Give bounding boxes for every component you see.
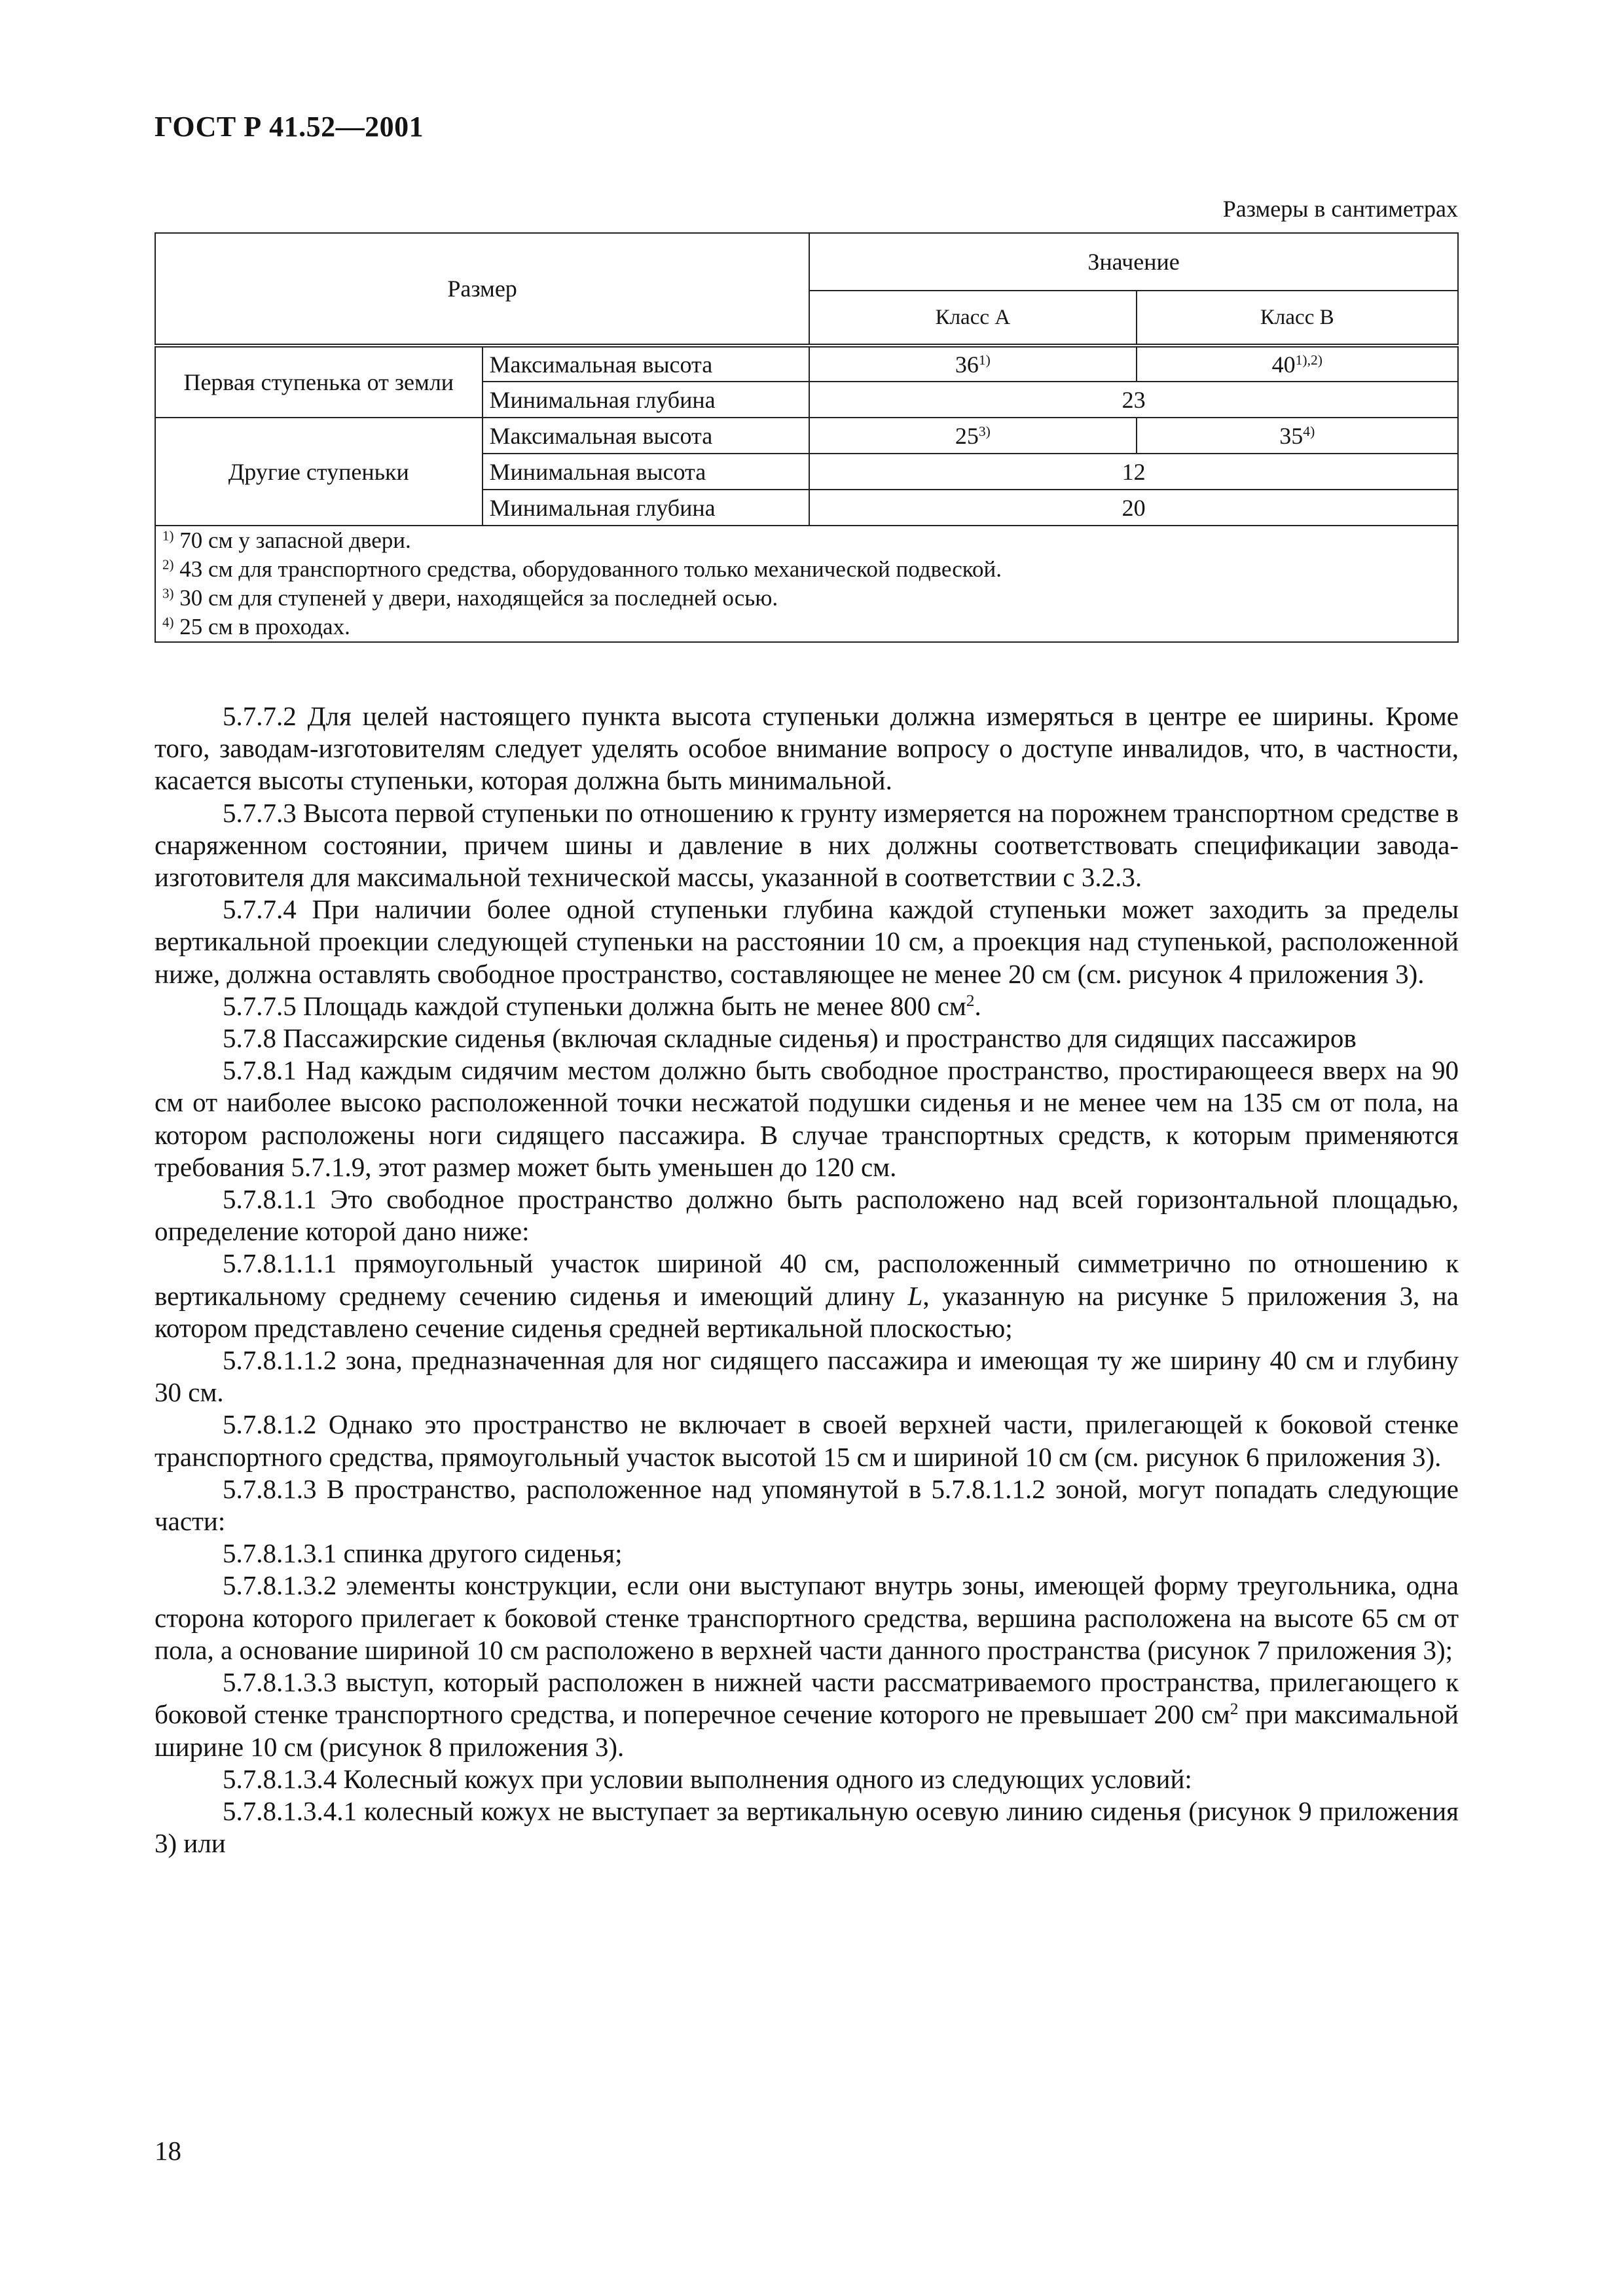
step-dimensions-table bbox=[155, 232, 1459, 643]
paragraph: 5.7.8.1.1.1 прямоугольный участок шириной 40 см, расположенный симметрично по отношению к вертикальному среднему сечению сиденья и имеющий длину L, указанную на рисунке 5 приложения 3, на котором представлено сечение сиденья средней вертикальной плоскостью; bbox=[155, 1248, 1459, 1343]
paragraph: 5.7.8.1.3.4.1 колесный кожух не выступает за вертикальную осевую линию сиденья (рисунок 9 приложения 3) или bbox=[155, 1795, 1459, 1859]
table-row bbox=[155, 418, 1458, 454]
class-b-value: 35$^{4)}$ bbox=[1137, 418, 1458, 454]
paragraph: 5.7.8.1.2 Однако это пространство не включает в своей верхней части, прилегающей к боковой стенке транспортного средства, прямоугольный участок высотой 15 см и шириной 10 см (см. рисунок 6 приложения 3). bbox=[155, 1409, 1459, 1472]
paragraph: 5.7.7.4 При наличии более одной ступеньки глубина каждой ступеньки может заходить за пределы вертикальной проекции следующей ступеньки на расстоянии 10 см, а проекция над ступенькой, расположенной ниже, должна оставлять свободное пространство, составляющее не менее 20 см (см. рисунок 4 приложения 3). bbox=[155, 894, 1459, 989]
merged-value: 20 bbox=[809, 490, 1458, 526]
header-class-b: Класс В bbox=[1137, 291, 1458, 346]
param-cell: Максимальная высота bbox=[483, 418, 810, 454]
footnote: $^{1)}$ 70 см у запасной двери. bbox=[162, 528, 411, 553]
merged-value: 12 bbox=[809, 454, 1458, 490]
param-cell: Максимальная высота bbox=[483, 346, 810, 382]
paragraph: 5.7.8.1.3.1 спинка другого сиденья; bbox=[223, 1538, 623, 1569]
footnote: $^{3)}$ 30 см для ступеней у двери, находящейся за последней осью. bbox=[162, 585, 778, 611]
merged-value: 23 bbox=[809, 382, 1458, 418]
paragraph: 5.7.8.1.1 Это свободное пространство должно быть расположено над всей горизонтальной площадью, определение которой дано ниже: bbox=[155, 1184, 1459, 1247]
paragraph: 5.7.7.3 Высота первой ступеньки по отношению к грунту измеряется на порожнем транспортном средстве в снаряженном состоянии, причем шины и давление в них должны соответствовать спецификации завода-изготовителя для максимальной технической массы, указанной в соответствии с 3.2.3. bbox=[155, 797, 1459, 893]
footnote: $^{2)}$ 43 см для транспортного средства, оборудованного только механической подвеской. bbox=[162, 556, 1002, 582]
paragraph: 5.7.8.1.3.3 выступ, который расположен в нижней части рассматриваемого пространства, прилегающего к боковой стенке транспортного средства, и поперечное сечение которого не превышает 200 $см^2$ при максимальной ширине 10 см (рисунок 8 приложения 3). bbox=[155, 1667, 1459, 1762]
class-a-value: 36$^{1)}$ bbox=[809, 346, 1136, 382]
class-b-value: $40^{1),2)}$ bbox=[1137, 346, 1458, 382]
paragraph: 5.7.8.1.3.4 Колесный кожух при условии выполнения одного из следующих условий: bbox=[223, 1763, 1192, 1794]
paragraph: 5.7.8.1 Над каждым сидячим местом должно быть свободное пространство, простирающееся вверх на 90 см от наиболее высоко расположенной точки несжатой подушки сиденья и не менее чем на 135 см от пола, на котором расположены ноги сидящего пассажира. В случае транспортных средств, к которым применяются требования 5.7.1.9, этот размер может быть уменьшен до 120 см. bbox=[155, 1055, 1459, 1182]
header-dimension: Размер bbox=[155, 233, 809, 346]
header-class-a: Класс А bbox=[809, 291, 1136, 346]
class-a-value: 25$^{3)}$ bbox=[809, 418, 1136, 454]
paragraph: 5.7.8.1.3.2 элементы конструкции, если они выступают внутрь зоны, имеющей форму треугольника, одна сторона которого прилегает к боковой стенке транспортного средства, вершина расположена на высоте 65 см от пола, а основание шириной 10 см расположено в верхней части данного пространства (рисунок 7 приложения 3); bbox=[155, 1570, 1459, 1665]
param-cell: Минимальная глубина bbox=[483, 490, 810, 526]
header-value: Значение bbox=[809, 233, 1458, 291]
units-caption: Размеры в сантиметрах bbox=[1222, 196, 1458, 222]
footnote: $^{4)}$ 25 см в проходах. bbox=[162, 614, 350, 639]
paragraph: 5.7.8.1.1.2 зона, предназначенная для ног сидящего пассажира и имеющая ту же ширину 40 см и глубину 30 см. bbox=[155, 1345, 1459, 1408]
group-other-steps: Другие ступеньки bbox=[155, 418, 483, 526]
document-header: ГОСТ Р 41.52—2001 bbox=[155, 111, 424, 143]
param-cell: Минимальная глубина bbox=[483, 382, 810, 418]
paragraph: 5.7.8 Пассажирские сиденья (включая складные сиденья) и пространство для сидящих пассажиров bbox=[223, 1023, 1357, 1054]
page-number: 18 bbox=[155, 2136, 181, 2166]
paragraph: 5.7.8.1.3 В пространство, расположенное над упомянутой в 5.7.8.1.1.2 зоной, могут попадать следующие части: bbox=[155, 1473, 1459, 1537]
body-text bbox=[155, 700, 1459, 1859]
paragraph: 5.7.7.5 Площадь каждой ступеньки должна быть не менее 800 $см^2$. bbox=[223, 990, 981, 1021]
paragraph: 5.7.7.2 Для целей настоящего пункта высота ступеньки должна измеряться в центре ее ширины. Кроме того, заводам-изготовителям следует уделять особое внимание вопросу о доступе инвалидов, что, в частности, касается высоты ступеньки, которая должна быть минимальной. bbox=[155, 701, 1459, 796]
param-cell: Минимальная высота bbox=[483, 454, 810, 490]
table-footnotes bbox=[155, 526, 1458, 642]
group-first-step: Первая ступенька от земли bbox=[155, 346, 483, 418]
table-row bbox=[155, 346, 1458, 382]
